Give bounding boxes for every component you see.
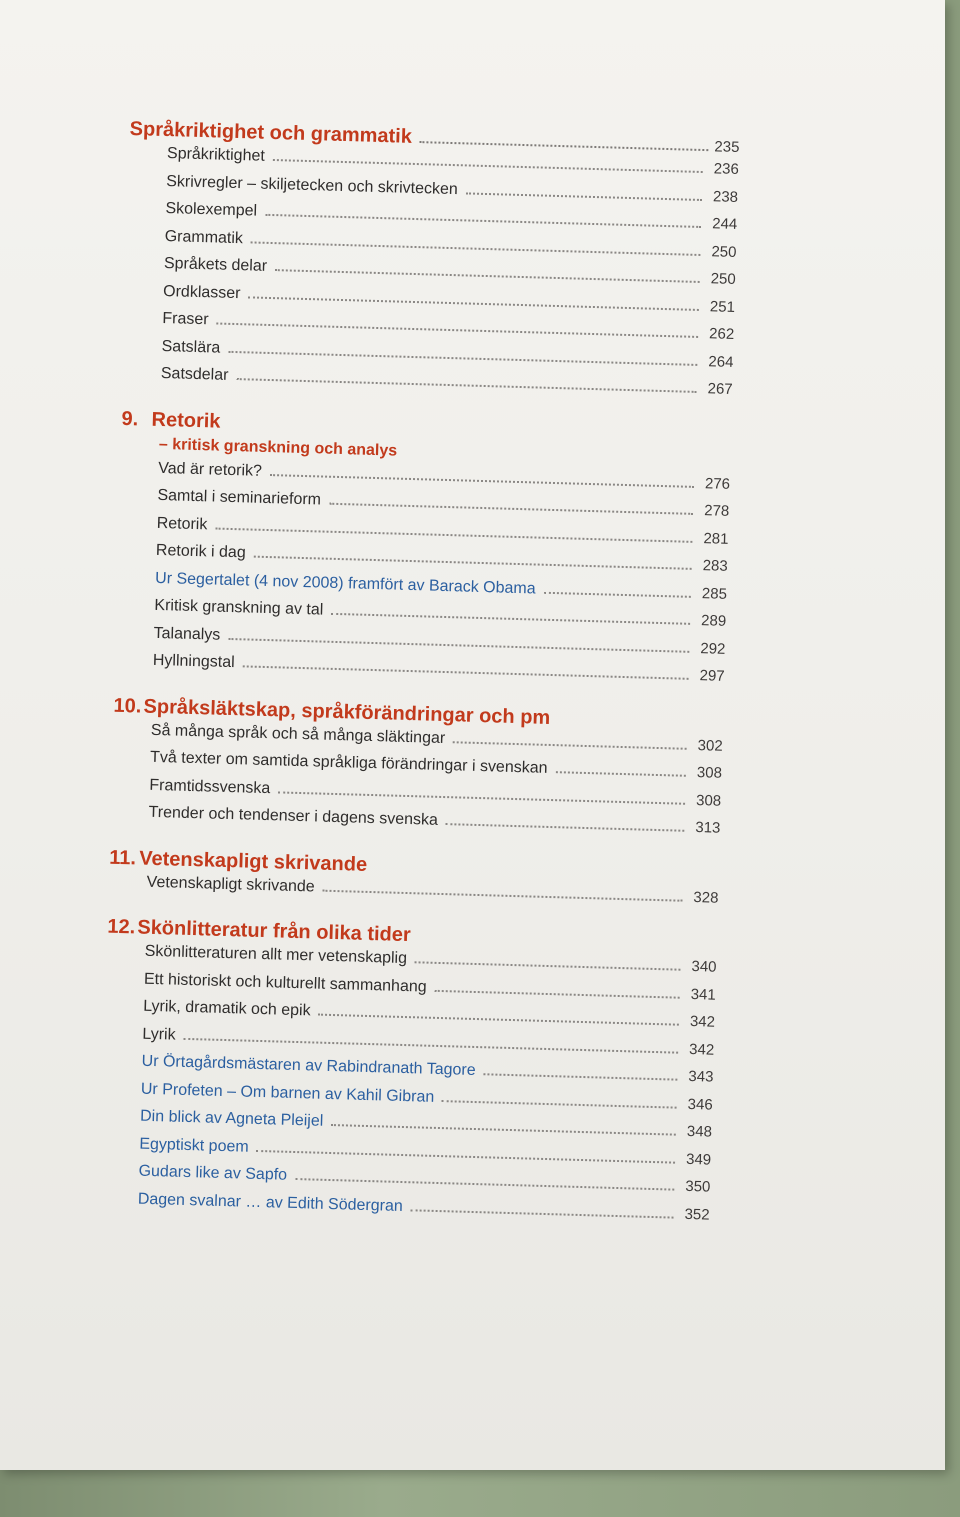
entry-page-number: 348 [686,1122,713,1141]
section-subtitle: – kritisk granskning och analys [158,435,398,460]
table-of-contents [99,118,740,1250]
section-number: 10. [113,694,142,718]
section-number: 12. [107,915,136,939]
entry-page-number: 328 [693,888,719,907]
dot-leader [215,527,692,542]
entry-page-number: 340 [691,958,717,976]
entry-page-number: 346 [687,1095,713,1114]
entry-page-number: 292 [700,639,726,658]
dot-leader [217,322,699,337]
entry-title: Din blick av Agneta Pleijel [139,1107,324,1130]
entry-page-number: 283 [702,557,728,575]
section-number: 9. [121,407,139,430]
section-title: Skönlitteratur från olika tider [137,916,411,947]
entry-page-number: 313 [695,819,721,837]
entry-title: Språkriktighet [166,145,266,165]
dot-leader [442,1100,676,1109]
dot-leader [466,192,702,201]
entry-title: Samtal i seminarieform [157,486,322,509]
entry-title: Skolexempel [165,200,258,220]
dot-leader [331,1124,676,1136]
dot-leader [254,556,692,570]
dot-leader [243,665,689,679]
entry-page-number: 244 [712,215,738,233]
dot-leader [257,1149,676,1163]
entry-title: Skönlitteraturen allt mer vetenskaplig [144,942,408,968]
entry-page-number: 267 [707,380,733,398]
entry-title: Lyrik, dramatik och epik [142,997,311,1020]
entry-title: Ur Segertalet (4 nov 2008) framfört av Barack Obama [154,569,536,598]
entry-title: Lyrik [142,1025,176,1044]
entry-title: Egyptiskt poem [139,1135,249,1156]
entry-page-number: 308 [696,764,723,782]
entry-page-number: 251 [709,297,736,316]
dot-leader [415,961,681,970]
entry-page-number: 250 [710,270,736,288]
entry-title: Gudars like av Sapfo [138,1162,288,1184]
entry-title: Retorik i dag [155,541,246,562]
entry-page-number: 297 [699,667,725,685]
entry-page-number: 285 [701,584,728,603]
dot-leader [270,474,694,488]
entry-page-number: 342 [689,1012,716,1031]
entry-page-number: 341 [690,985,716,1004]
entry-page-number: 350 [685,1177,711,1196]
toc-section [99,916,717,1234]
entry-title: Grammatik [164,227,244,247]
dot-leader [265,214,701,228]
entry-page-number: 281 [703,529,729,548]
entry-title: Dagen svalnar … av Edith Södergran [137,1190,404,1215]
section-title: Språkriktighet och grammatik [129,118,413,148]
dot-leader [453,741,687,750]
dot-leader [318,1014,678,1026]
section-title: Språksläktskap, språkförändringar och pm [143,695,551,729]
toc-section [108,846,719,917]
entry-title: Retorik [156,514,208,533]
dot-leader [544,591,691,597]
dot-leader [228,637,689,652]
entry-page-number: 250 [711,242,737,261]
dot-leader [183,1037,678,1053]
dot-leader [275,269,700,283]
dot-leader [323,889,683,901]
entry-page-number: 238 [712,187,739,206]
dot-leader [295,1178,674,1191]
entry-title: Ordklasser [162,282,241,302]
entry-page-number: 343 [688,1067,714,1086]
dot-leader [420,141,709,151]
entry-title: Ur Örtagårdsmästaren av Rabindranath Tagore [141,1052,476,1080]
section-number: 11. [109,846,137,869]
section-title: Vetenskapligt skrivande [139,847,368,876]
entry-title: Talanalys [153,624,221,644]
dot-leader [555,771,685,777]
dot-leader [411,1209,674,1218]
section-page-number: 235 [714,138,740,157]
dot-leader [329,503,693,515]
toc-section [110,694,724,847]
entry-title: Ett historiskt och kulturellt sammanhang [143,970,427,996]
entry-page-number: 302 [697,736,723,755]
entry-title: Hyllningstal [152,651,235,672]
dot-leader [248,296,699,311]
entry-title: Skrivregler – skiljetecken och skrivtecken [166,172,459,198]
entry-page-number: 289 [700,612,727,630]
dot-leader [228,350,697,365]
entry-page-number: 264 [708,352,734,371]
entry-title: Satsdelar [160,364,229,384]
entry-page-number: 352 [684,1205,710,1224]
entry-page-number: 278 [703,502,730,520]
toc-section [114,407,731,695]
section-title: Retorik [151,408,221,433]
entry-title: Ur Profeten – Om barnen av Kahil Gibran [140,1080,435,1106]
dot-leader [331,613,690,625]
entry-title: Satslära [161,337,221,357]
dot-leader [251,241,701,256]
entry-title: Framtidssvenska [149,776,271,797]
entry-title: Trender och tendenser i dagens svenska [148,803,439,829]
entry-page-number: 349 [685,1150,712,1169]
entry-page-number: 276 [704,474,731,493]
entry-page-number: 236 [713,160,740,179]
toc-section [122,118,739,408]
entry-title: Fraser [162,309,209,329]
entry-title: Så många språk och så många släktingar [150,721,446,747]
entry-page-number: 342 [688,1040,715,1059]
entry-page-number: 262 [708,325,735,343]
entry-page-number: 308 [695,791,722,810]
dot-leader [273,159,703,173]
entry-title: Språkets delar [163,255,268,275]
entry-title: Kritisk granskning av tal [154,596,324,619]
dot-leader [446,823,685,832]
dot-leader [484,1073,678,1080]
entry-title: Vad är retorik? [158,459,263,480]
dot-leader [236,378,696,393]
entry-title: Vetenskapligt skrivande [146,873,315,895]
dot-leader [278,791,685,804]
entry-title: Två texter om samtida språkliga förändringar i svenskan [149,748,548,777]
dot-leader [435,989,680,998]
